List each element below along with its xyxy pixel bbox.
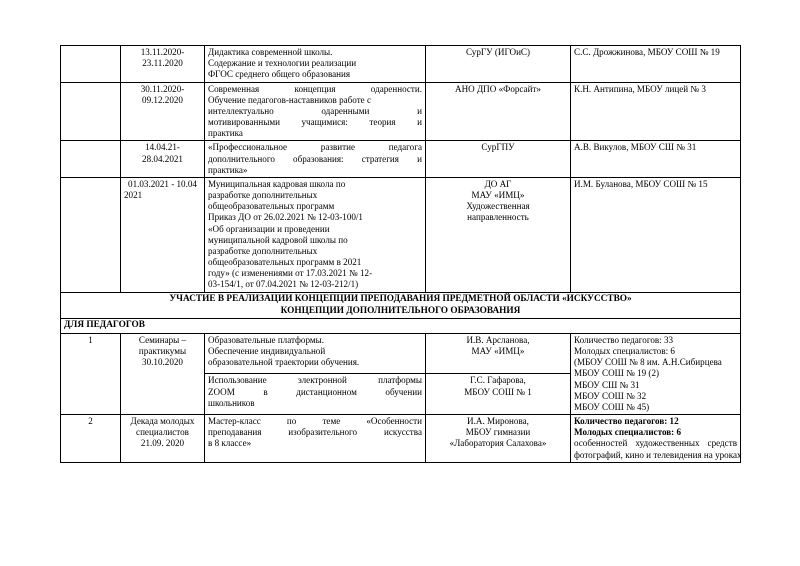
- row-topic-cell: [205, 374, 426, 415]
- row-date-cell: [121, 82, 205, 141]
- result-line: МБОУ СШ № 31: [574, 379, 640, 390]
- row-number-cell: 1: [61, 333, 121, 414]
- row-date-cell: [121, 177, 205, 292]
- date-line: 14.04.21-: [145, 142, 180, 153]
- topic-line: дополнительного образования: стратегия и: [208, 153, 422, 164]
- presenter-line: МБОУ гимназии: [465, 427, 531, 438]
- topic-line: практика»: [208, 164, 248, 175]
- topic-line: практика: [208, 128, 243, 139]
- row-topic-cell: [205, 46, 426, 83]
- organization-line: направленность: [467, 212, 529, 223]
- section-banner-line-2: КОНЦЕПЦИИ ДОПОЛНИТЕЛЬНОГО ОБРАЗОВАНИЯ: [280, 305, 521, 316]
- result-line: МБОУ СОШ № 45): [574, 401, 650, 412]
- topic-line: 03-154/1, от 07.04.2021 № 12-03-212/1): [208, 279, 359, 290]
- topic-line: Современная концепция одаренности.: [208, 83, 422, 94]
- topic-line: Использование электронной платформы: [208, 375, 422, 386]
- topic-line: муниципальной кадровой школы по: [208, 234, 348, 245]
- event-line: 21.09. 2020: [140, 438, 185, 449]
- row-organization-cell: АНО ДПО «Форсайт»: [426, 82, 571, 141]
- topic-line: Приказ ДО от 26.02.2021 № 12-03-100/1: [208, 212, 363, 223]
- event-line: Декада молодых: [130, 416, 195, 427]
- table-row: [61, 415, 741, 463]
- date-line: 2021: [124, 190, 143, 201]
- row-date-cell: [121, 46, 205, 83]
- table-row: [61, 141, 741, 178]
- course-participation-table: [60, 45, 741, 463]
- result-line: Молодых специалистов: 6: [574, 427, 682, 438]
- topic-line: преподавания изобразительного искусства: [208, 427, 422, 438]
- row-presenter-cell: [426, 415, 571, 463]
- topic-line: разработке дополнительных: [208, 190, 318, 201]
- row-number-cell: [61, 82, 121, 141]
- topic-line: разработке дополнительных: [208, 245, 318, 256]
- row-event-cell: [121, 333, 205, 414]
- topic-line: образовательной траектории обучения.: [208, 357, 360, 368]
- topic-line: Содержание и технологии реализации: [208, 58, 357, 69]
- section-banner-line-1: УЧАСТИЕ В РЕАЛИЗАЦИИ КОНЦЕПЦИИ ПРЕПОДАВАНИЯ ПРЕДМЕТНОЙ ОБЛАСТИ «ИСКУССТВО»: [169, 293, 632, 304]
- table-body: [61, 46, 741, 463]
- date-line: 23.11.2020: [142, 58, 183, 69]
- row-organization-cell: СурГПУ: [426, 141, 571, 178]
- topic-line: ZOOM в дистанционном обучении: [208, 386, 422, 397]
- section-banner-cell: [61, 292, 741, 319]
- row-person-cell: С.С. Дрожжинова, МБОУ СОШ № 19: [571, 46, 741, 83]
- row-date-cell: [121, 141, 205, 178]
- row-person-cell: И.М. Буланова, МБОУ СОШ № 15: [571, 177, 741, 292]
- row-topic-cell: [205, 141, 426, 178]
- row-person-cell: К.Н. Антипина, МБОУ лицей № 3: [571, 82, 741, 141]
- date-line: 13.11.2020-: [140, 47, 185, 57]
- topic-line: ФГОС среднего общего образования: [208, 69, 351, 80]
- event-line: специалистов: [136, 427, 189, 438]
- topic-line: общеобразовательных программ: [208, 201, 335, 212]
- row-person-cell: А.В. Викулов, МБОУ СШ № 31: [571, 141, 741, 178]
- presenter-line: МАУ «ИМЦ»: [471, 345, 525, 356]
- presenter-line: И.В. Арсланова,: [466, 334, 530, 345]
- table-row: [61, 46, 741, 83]
- row-result-cell: [571, 415, 741, 463]
- result-line: особенностей художественных средств: [574, 438, 737, 449]
- topic-line: Муниципальная кадровая школа по: [208, 178, 346, 189]
- date-line: 01.03.2021 - 10.04: [128, 178, 197, 189]
- organization-line: Художественная: [466, 201, 530, 212]
- row-topic-cell: [205, 415, 426, 463]
- table-row: [61, 177, 741, 292]
- table-row: [61, 82, 741, 141]
- result-line: Молодых специалистов: 6: [574, 345, 675, 356]
- topic-line: интеллектуально одаренными и: [208, 105, 422, 116]
- section-header-cell: ДЛЯ ПЕДАГОГОВ: [61, 319, 741, 333]
- topic-line: году» (с изменениями от 17.03.2021 № 12-: [208, 268, 373, 279]
- result-line: Количество педагогов: 12: [574, 416, 679, 427]
- date-line: 09.12.2020: [142, 94, 183, 105]
- topic-line: Обучение педагогов-наставников работе с: [208, 94, 372, 105]
- presenter-line: И.А. Миронова,: [467, 416, 529, 427]
- event-line: практикумы: [138, 345, 187, 356]
- result-line: Количество педагогов: 33: [574, 334, 674, 345]
- row-number-cell: [61, 177, 121, 292]
- section-header-row: [61, 319, 741, 333]
- row-event-cell: [121, 415, 205, 463]
- event-line: Семинары –: [138, 334, 187, 345]
- topic-line: Мастер-класс по теме «Особенности: [208, 416, 422, 427]
- result-line: (МБОУ СОШ № 8 им. А.Н.Сибирцева: [574, 357, 722, 368]
- row-topic-cell: [205, 177, 426, 292]
- presenter-line: Г.С. Гафарова,: [470, 375, 526, 386]
- topic-line: в 8 классе»: [208, 438, 252, 449]
- row-number-cell: 2: [61, 415, 121, 463]
- row-organization-cell: СурГУ (ИГОиС): [426, 46, 571, 83]
- event-line: 30.10.2020: [142, 357, 183, 368]
- result-line: МБОУ СОШ № 32: [574, 390, 647, 401]
- row-result-cell: [571, 333, 741, 414]
- topic-line: мотивированными учащимися: теория и: [208, 117, 422, 128]
- topic-line: общеобразовательных программ в 2021: [208, 257, 362, 268]
- topic-line: Обеспечение индивидуальной: [208, 345, 326, 356]
- topic-line: «Профессиональное развитие педагога: [208, 142, 422, 153]
- presenter-line: МБОУ СОШ № 1: [464, 386, 532, 397]
- section-banner-row: [61, 292, 741, 319]
- row-number-cell: [61, 141, 121, 178]
- row-topic-cell: [205, 333, 426, 374]
- organization-line: ДО АГ: [484, 178, 512, 189]
- row-organization-cell: [426, 177, 571, 292]
- presenter-line: «Лаборатория Салахова»: [449, 438, 547, 449]
- date-line: 28.04.2021: [142, 153, 183, 164]
- date-line: 30.11.2020-: [140, 83, 185, 94]
- table-row: [61, 333, 741, 374]
- row-presenter-cell: [426, 374, 571, 415]
- row-presenter-cell: [426, 333, 571, 374]
- topic-line: «Об организации и проведении: [208, 223, 330, 234]
- topic-line: Образовательные платформы.: [208, 334, 324, 345]
- topic-line: Дидактика современной школы.: [208, 47, 333, 57]
- result-line: фотографий, кино и телевидения на уроках: [574, 449, 742, 460]
- row-number-cell: [61, 46, 121, 83]
- topic-line: школьников: [208, 397, 255, 408]
- result-line: МБОУ СОШ № 19 (2): [574, 368, 660, 379]
- row-topic-cell: [205, 82, 426, 141]
- organization-line: МАУ «ИМЦ»: [471, 190, 525, 201]
